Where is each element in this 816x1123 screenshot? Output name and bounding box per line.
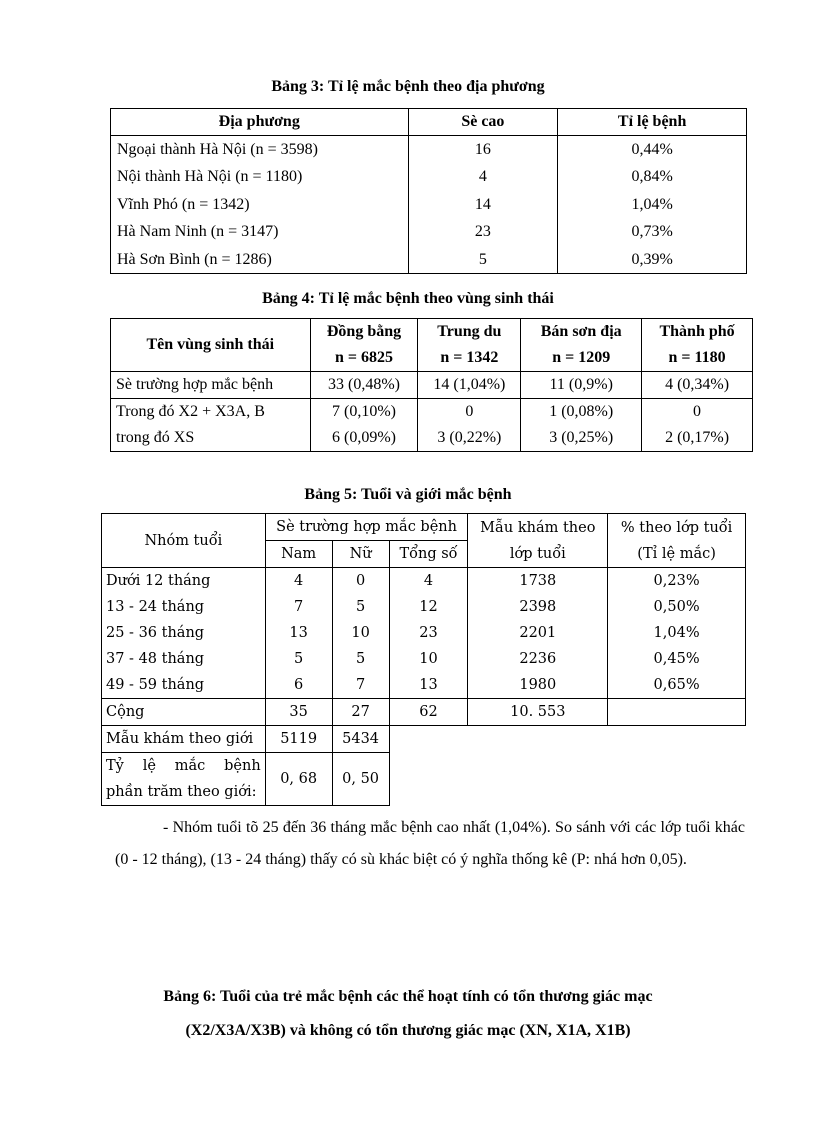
table5-cell: 7 bbox=[332, 672, 389, 699]
table4 bbox=[110, 318, 753, 452]
header-n: n = 1342 bbox=[440, 349, 499, 366]
header-name: Trung du bbox=[437, 323, 502, 340]
table3-cell: Hà Sơn Bình (n = 1286) bbox=[111, 246, 409, 274]
header-n: n = 6825 bbox=[334, 349, 393, 366]
table-row bbox=[102, 646, 746, 672]
table5-cell: 13 bbox=[389, 672, 468, 699]
table4-cell: 33 (0,48%) bbox=[310, 372, 418, 399]
table5-cell: 2398 bbox=[468, 594, 608, 620]
empty-cell bbox=[389, 726, 745, 753]
table5-cell: 5 bbox=[332, 594, 389, 620]
table5-cell: 0,65% bbox=[608, 672, 746, 699]
label-line: Trong đó X2 + X3A, B bbox=[116, 403, 265, 420]
table5-cell: Mẫu khám theo giới bbox=[102, 726, 266, 753]
header-line: Mẫu khám theo bbox=[480, 519, 596, 536]
table5-cell: 4 bbox=[389, 568, 468, 595]
table4-row1-label: Sè trường hợp mắc bệnh bbox=[111, 372, 311, 399]
table5-cell: 62 bbox=[389, 699, 468, 726]
table5 bbox=[101, 513, 746, 806]
header-name: Đồng bằng bbox=[326, 323, 402, 340]
table4-header-col bbox=[418, 319, 521, 372]
table3-cell: Nội thành Hà Nội (n = 1180) bbox=[111, 163, 409, 190]
table-row bbox=[102, 594, 746, 620]
table3-cell: Ngoại thành Hà Nội (n = 3598) bbox=[111, 136, 409, 164]
table3-header-row bbox=[111, 109, 747, 136]
table5-cell: 10 bbox=[332, 620, 389, 646]
table5-cell: 2236 bbox=[468, 646, 608, 672]
table5-cell: 5119 bbox=[265, 726, 332, 753]
table5-cell: 0, 50 bbox=[332, 753, 389, 806]
label-line: phần trăm theo giới: bbox=[106, 784, 257, 800]
table-row bbox=[111, 191, 747, 218]
table5-cell: 5 bbox=[265, 646, 332, 672]
table5-header-total: Tổng số bbox=[389, 541, 468, 568]
table3-cell: 16 bbox=[408, 136, 558, 164]
cell-line: 2 (0,17%) bbox=[665, 429, 730, 446]
table5-cell: 49 - 59 tháng bbox=[102, 672, 266, 699]
cell-line: 6 (0,09%) bbox=[332, 429, 396, 446]
caption-line: (X2/X3A/X3B) và không có tổn thương giác mạc (XN, X1A, X1B) bbox=[185, 1022, 631, 1039]
table3-cell: Hà Nam Ninh (n = 3147) bbox=[111, 218, 409, 245]
table4-cell: 11 (0,9%) bbox=[521, 372, 642, 399]
table3-cell: 1,04% bbox=[558, 191, 747, 218]
table4-header-col bbox=[642, 319, 753, 372]
table3-cell: 23 bbox=[408, 218, 558, 245]
table5-cell: 0,50% bbox=[608, 594, 746, 620]
table5-cell: 25 - 36 tháng bbox=[102, 620, 266, 646]
table5-cell: 27 bbox=[332, 699, 389, 726]
table-row bbox=[111, 246, 747, 274]
header-name: Bán sơn địa bbox=[540, 323, 622, 340]
table5-caption: Bảng 5: Tuổi và giới mắc bệnh bbox=[304, 486, 512, 503]
table5-cell: 12 bbox=[389, 594, 468, 620]
table4-cell bbox=[310, 399, 418, 452]
table4-cell: 14 (1,04%) bbox=[418, 372, 521, 399]
table5-cell: 1980 bbox=[468, 672, 608, 699]
table5-rate-sex-row bbox=[102, 753, 746, 806]
table3-cell: 5 bbox=[408, 246, 558, 274]
table5-header-cases: Sè trường hợp mắc bệnh bbox=[265, 514, 468, 541]
table4-header-zone: Tên vùng sinh thái bbox=[111, 319, 311, 372]
table5-cell: 1738 bbox=[468, 568, 608, 595]
table5-cell: 0, 68 bbox=[265, 753, 332, 806]
header-line: (Tỉ lệ mắc) bbox=[637, 545, 716, 562]
table3-cell: 0,73% bbox=[558, 218, 747, 245]
table4-caption: Bảng 4: Tỉ lệ mắc bệnh theo vùng sinh thái bbox=[262, 290, 554, 307]
table4-cell bbox=[418, 399, 521, 452]
table5-cell bbox=[102, 753, 266, 806]
table5-cell: Cộng bbox=[102, 699, 266, 726]
table5-cell: 5 bbox=[332, 646, 389, 672]
cell-line: 1 (0,08%) bbox=[549, 403, 614, 420]
table5-cell: 7 bbox=[265, 594, 332, 620]
table5-cell: 13 - 24 tháng bbox=[102, 594, 266, 620]
table5-cell: 6 bbox=[265, 672, 332, 699]
table5-cell: 23 bbox=[389, 620, 468, 646]
header-line: lớp tuổi bbox=[509, 545, 566, 562]
table5-header-row bbox=[102, 514, 746, 541]
label-line: Tỷ lệ mắc bệnh bbox=[106, 758, 261, 774]
table-row bbox=[111, 163, 747, 190]
table5-cell: 0 bbox=[332, 568, 389, 595]
table3-cell: 0,44% bbox=[558, 136, 747, 164]
table3-cell: 0,84% bbox=[558, 163, 747, 190]
cell-line: 7 (0,10%) bbox=[332, 403, 396, 420]
table5-cell: 13 bbox=[265, 620, 332, 646]
table3-cell: 14 bbox=[408, 191, 558, 218]
table5-cell: 2201 bbox=[468, 620, 608, 646]
table4-row2-label bbox=[111, 399, 311, 452]
table4-cell bbox=[521, 399, 642, 452]
table4-header-col bbox=[521, 319, 642, 372]
table-row bbox=[102, 620, 746, 646]
table3-caption: Bảng 3: Tỉ lệ mắc bệnh theo địa phương bbox=[271, 78, 545, 95]
cell-line: 3 (0,25%) bbox=[549, 429, 614, 446]
table5-total-row bbox=[102, 699, 746, 726]
table3-cell: 4 bbox=[408, 163, 558, 190]
label-line: trong đó XS bbox=[116, 429, 195, 446]
table-row bbox=[111, 136, 747, 164]
cell-line: 0 bbox=[465, 403, 474, 420]
table-row bbox=[102, 672, 746, 699]
table5-cell: 5434 bbox=[332, 726, 389, 753]
header-n: n = 1180 bbox=[668, 349, 726, 366]
table4-header-col bbox=[310, 319, 418, 372]
table5-cell: 4 bbox=[265, 568, 332, 595]
empty-cell bbox=[389, 753, 745, 806]
cell-line: 3 (0,22%) bbox=[437, 429, 502, 446]
table3 bbox=[110, 108, 747, 274]
table5-header-sample bbox=[468, 514, 608, 568]
header-n: n = 1209 bbox=[552, 349, 611, 366]
table-row bbox=[111, 372, 753, 399]
table4-cell: 4 (0,34%) bbox=[642, 372, 753, 399]
table4-cell bbox=[642, 399, 753, 452]
table5-cell: 0,23% bbox=[608, 568, 746, 595]
table-row bbox=[102, 568, 746, 595]
table5-cell: 10 bbox=[389, 646, 468, 672]
table5-cell: 1,04% bbox=[608, 620, 746, 646]
table3-header-rate: Tỉ lệ bệnh bbox=[558, 109, 747, 136]
table-row bbox=[111, 399, 753, 452]
table3-header-count: Sè cao bbox=[408, 109, 558, 136]
table3-cell: 0,39% bbox=[558, 246, 747, 274]
table6-caption bbox=[0, 980, 816, 1048]
body-paragraph: - Nhóm tuổi tõ 25 đến 36 tháng mắc bệnh cao nhất (1,04%). So sánh với các lớp tuổi khác (0 - 12 tháng), (13 - 24 tháng) thấy có sù khác biệt có ý nghĩa thống kê (P: nhá hơn 0,05). bbox=[115, 819, 745, 868]
caption-line: Bảng 6: Tuổi của trẻ mắc bệnh các thể hoạt tính có tổn thương giác mạc bbox=[163, 988, 653, 1005]
cell-line: 0 bbox=[693, 403, 702, 420]
table5-cell: Dưới 12 tháng bbox=[102, 568, 266, 595]
table5-cell bbox=[608, 699, 746, 726]
table3-header-region: Địa phương bbox=[111, 109, 409, 136]
table5-cell: 0,45% bbox=[608, 646, 746, 672]
table5-header-female: Nữ bbox=[332, 541, 389, 568]
table3-cell: Vĩnh Phó (n = 1342) bbox=[111, 191, 409, 218]
table5-cell: 10. 553 bbox=[468, 699, 608, 726]
table-row bbox=[111, 218, 747, 245]
table5-cell: 35 bbox=[265, 699, 332, 726]
table5-header-pct bbox=[608, 514, 746, 568]
table5-header-male: Nam bbox=[265, 541, 332, 568]
header-name: Thành phố bbox=[659, 323, 735, 340]
header-line: % theo lớp tuổi bbox=[620, 519, 733, 536]
table4-header-row bbox=[111, 319, 753, 372]
table5-cell: 37 - 48 tháng bbox=[102, 646, 266, 672]
table5-header-group: Nhóm tuổi bbox=[102, 514, 266, 568]
table5-sample-sex-row bbox=[102, 726, 746, 753]
